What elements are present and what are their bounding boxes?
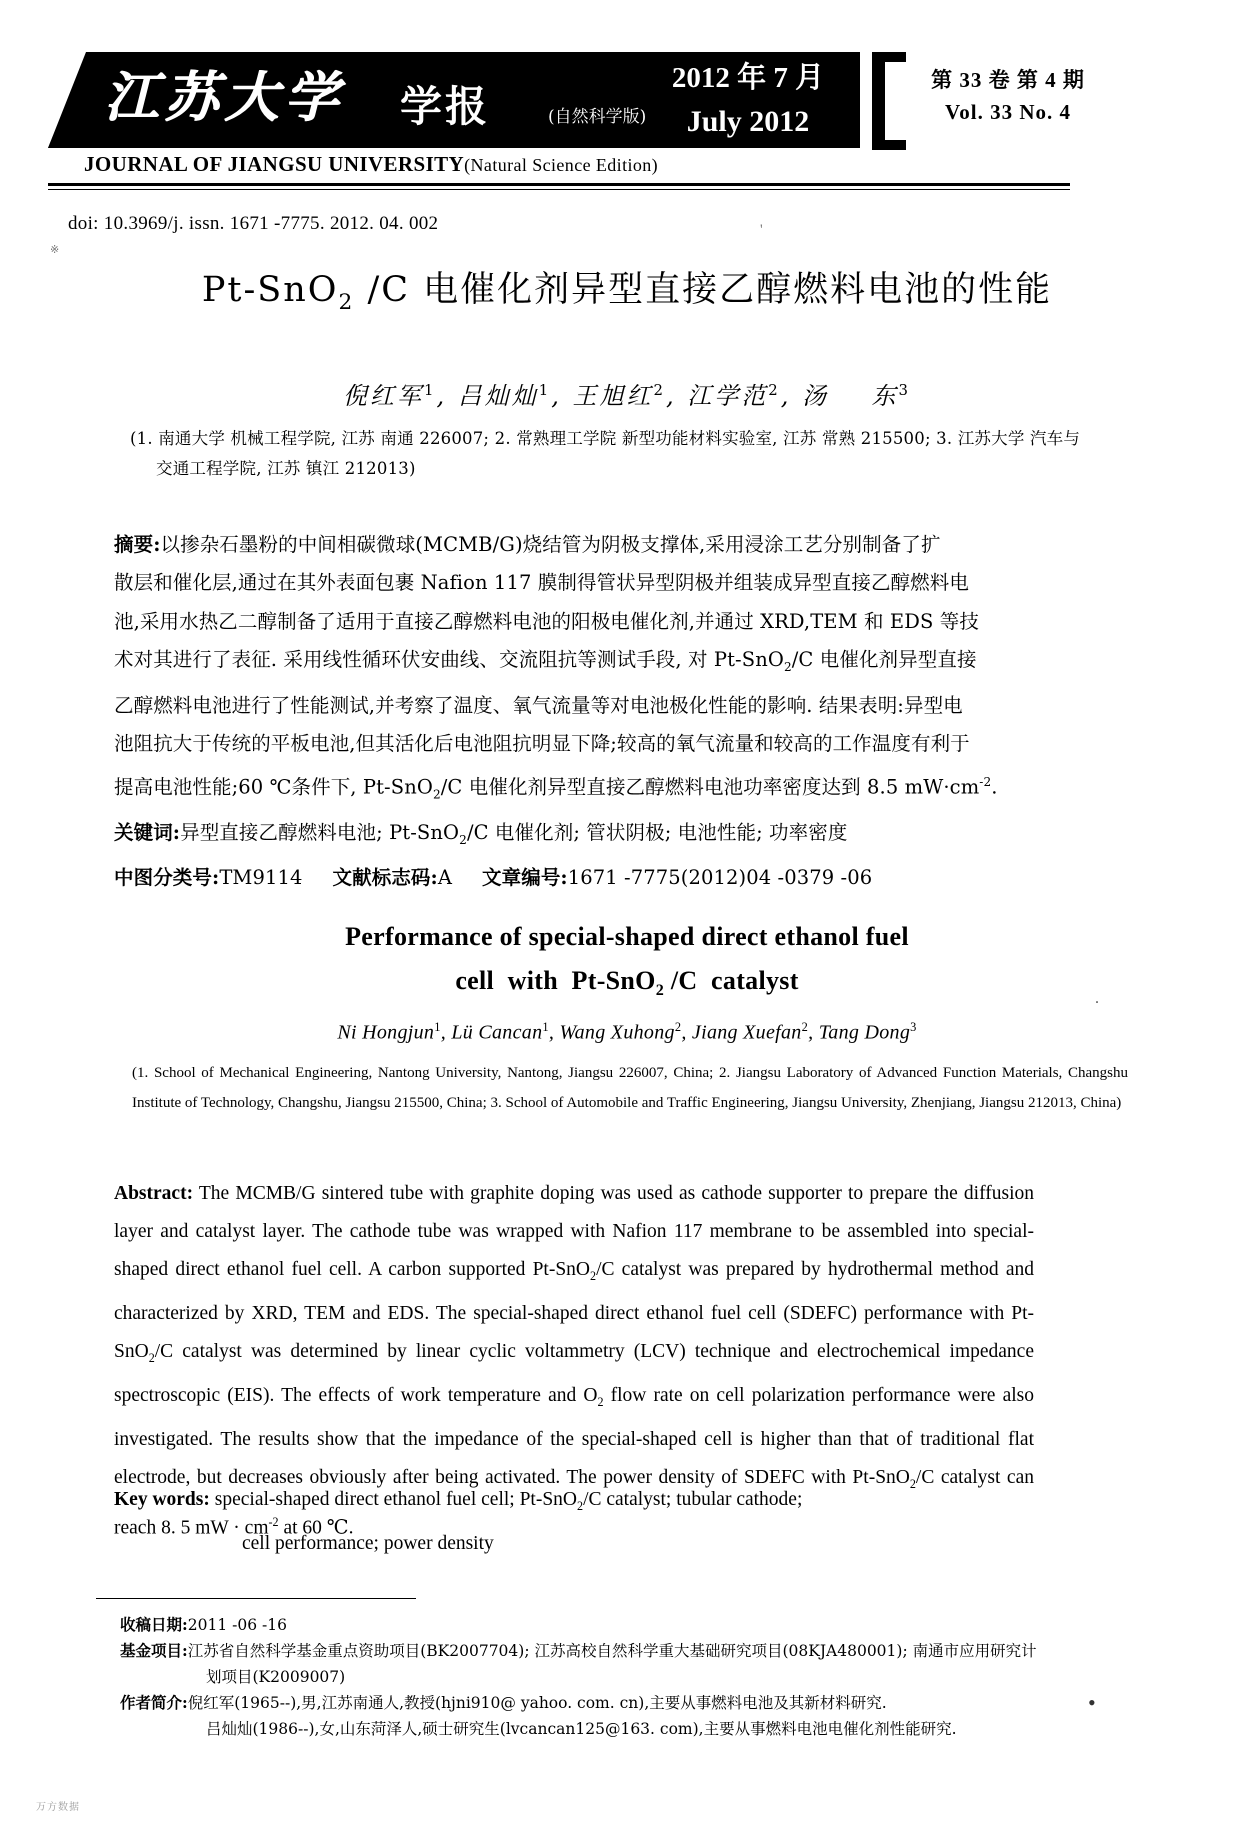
abstract-cn-line-3: 池,采用水热乙二醇制备了适用于直接乙醇燃料电池的阳极电催化剂,并通过 XRD,TEM 和 EDS 等技 (114, 609, 979, 633)
scan-dot-upper: . (1095, 990, 1099, 1007)
affiliation-cn-line-1: (1. 南通大学 机械工程学院, 江苏 南通 226007; 2. 常熟理工学院 新型功能材料实验室, 江苏 常熟 215500; 3. 江苏大学 汽车与 (130, 429, 1081, 448)
volume-issue-cn: 第 33 卷 第 4 期 (931, 68, 1085, 92)
article-number-label: 文章编号: (482, 866, 568, 890)
journal-name-en (84, 152, 658, 177)
keywords-en-line-2: cell performance; power density (242, 1532, 494, 1554)
issue-date (648, 56, 848, 144)
scan-dot-lower: • (1088, 1690, 1096, 1715)
journal-name-cn-suffix: 学报 (400, 82, 491, 131)
scan-artifact-mark: ' (760, 222, 763, 238)
page-title-cn: Pt-SnO$_2$ /C 电催化剂异型直接乙醇燃料电池的性能 (201, 270, 1053, 315)
abstract-cn-line-6: 池阻抗大于传统的平板电池,但其活化后电池阻抗明显下降;较高的氧气流量和较高的工作温度有利于 (114, 731, 970, 755)
keywords-cn-label: 关键词: (114, 821, 181, 845)
abstract-cn-line-1 (114, 526, 1032, 564)
abstract-en: Abstract: The MCMB/G sintered tube with graphite doping was used as cathode supporter to prepare the diffusion layer and catalyst layer. The cathode tube was wrapped with Nafion 117 membrane to be assembled into special-shaped direct ethanol fuel cell. A carbon supported Pt-SnO$_2$/C catalyst was prepared by hydrothermal method and characterized by XRD, TEM and EDS. The special-shaped direct ethanol fuel cell (SDEFC) performance with Pt-SnO$_2$/C catalyst was determined by linear cyclic voltammetry (LCV) technique and electrochemical impedance spectroscopic (EIS). The effects of work temperature and $O_2$ flow rate on cell polarization performance were also investigated. The results show that the impedance of the special-shaped cell is higher than that of traditional flat electrode, but decreases obviously after being activated. The power density of SDEFC with Pt-SnO$_2$/C catalyst can reach 8. 5 mW · $cm^{-2}$ at 60 ℃. (114, 1183, 1035, 1539)
journal-name-cn: 江苏大学 (104, 65, 344, 129)
issue-date-cn: 2012 年 7 月 (671, 62, 825, 94)
abstract-cn-line-4: 术对其进行了表征. 采用线性循环伏安曲线、交流阻抗等测试手段, 对 Pt-SnO$_2$/C 电催化剂异型直接 (114, 648, 977, 675)
authors-cn: 倪红军$^1$, 吕灿灿$^1$, 王旭红$^2$, 江学范$^2$, 汤 东$^3$ (343, 381, 911, 410)
keywords-en: Key words: special-shaped direct ethanol fuel cell; Pt-SnO$_2$/C catalyst; tubular cathode; cell performance; power density (114, 1481, 1034, 1563)
title-en-line-1: Performance of special-shaped direct ethanol fuel (345, 922, 909, 951)
bio-label: 作者简介: (120, 1693, 188, 1712)
keywords-cn: 关键词:异型直接乙醇燃料电池; Pt-SnO$_2$/C 电催化剂; 管状阴极; 电池性能; 功率密度 (114, 821, 848, 848)
doc-code-value: A (437, 866, 453, 890)
volume-issue-en: Vol. 33 No. 4 (945, 100, 1071, 124)
clc-value: TM9114 (219, 866, 303, 890)
abstract-cn-text-1: 以掺杂石墨粉的中间相碳微球(MCMB/G)烧结管为阴极支撑体,采用浸涂工艺分别制备了扩 (160, 533, 941, 556)
abstract-en-label: Abstract: (114, 1183, 194, 1204)
received-label: 收稿日期: (120, 1615, 188, 1634)
keywords-en-label: Key words: (114, 1489, 210, 1510)
journal-edition-en: (Natural Science Edition) (464, 155, 659, 175)
fund-label: 基金项目: (120, 1641, 188, 1660)
footnote-bio-2: 吕灿灿(1986--),女,山东菏泽人,硕士研究生(lvcancan125@163. com),主要从事燃料电池电催化剂性能研究. (206, 1720, 957, 1738)
footnotes (120, 1612, 1040, 1742)
issue-date-en: July 2012 (686, 105, 810, 138)
doi-line: doi: 10.3969/j. issn. 1671 -7775. 2012. 04. 002 (68, 213, 439, 234)
footnote-fund-cont: 划项目(K2009007) (206, 1668, 346, 1686)
journal-edition-cn: (自然科学版) (548, 107, 647, 127)
footnote-rule (96, 1598, 416, 1599)
affiliations-cn (130, 424, 1124, 484)
footnote-received (120, 1612, 1040, 1638)
article-number-value: 1671 -7775(2012)04 -0379 -06 (567, 866, 873, 890)
abstract-cn-label: 摘要: (114, 533, 161, 556)
affiliation-cn-line-2: 交通工程学院, 江苏 镇江 212013) (156, 459, 416, 478)
header-rule-thin (48, 189, 1070, 190)
clc-label: 中图分类号: (114, 866, 220, 890)
authors-en: Ni Hongjun$^1$, Lü Cancan$^1$, Wang Xuhong$^2$, Jiang Xuefan$^2$, Tang Dong$^3$ (337, 1020, 917, 1044)
affiliations-en: (1. School of Mechanical Engineering, Nantong University, Nantong, Jiangsu 226007, China; 2. Jiangsu Laboratory of Advanced Function Materials, Changshu Institute of Technology, Changshu, Jiangsu 215500, China; 3. School of Automobile and Traffic Engineering, Jiangsu University, Zhenjiang, Jiangsu 212013, China) (132, 1065, 1128, 1111)
classification-line (114, 859, 1032, 897)
abstract-cn (114, 526, 1032, 898)
title-en-line-2: cell with Pt-SnO$_2$ /C catalyst (455, 966, 799, 1000)
abstract-cn-line-7: 提高电池性能;60 ℃条件下, Pt-SnO$_2$/C 电催化剂异型直接乙醇燃料电池功率密度达到 8.5 $mW\cdot cm^{-2}$. (114, 775, 998, 802)
doc-code-label: 文献标志码: (332, 866, 438, 890)
journal-title-en-main: JOURNAL OF JIANGSU UNIVERSITY (84, 152, 465, 176)
watermark-label: 万方数据 (36, 1802, 80, 1813)
abstract-cn-line-5: 乙醇燃料电池进行了性能测试,并考察了温度、氧气流量等对电池极化性能的影响. 结果表明:异型电 (114, 693, 963, 717)
footnote-bio (120, 1690, 1040, 1716)
bio-value: 倪红军(1965--),男,江苏南通人,教授(hjni910@ yahoo. com. cn),主要从事燃料电池及其新材料研究. (187, 1694, 887, 1712)
abstract-cn-line-2: 散层和催化层,通过在其外表面包裹 Nafion 117 膜制得管状异型阴极并组装成异型直接乙醇燃料电 (114, 571, 969, 595)
received-value: 2011 -06 -16 (187, 1616, 287, 1634)
page-title-en (0, 915, 1254, 1013)
margin-mark: ※ (50, 244, 60, 256)
fund-value: 江苏省自然科学基金重点资助项目(BK2007704); 江苏高校自然科学重大基础研究项目(08KJA480001); 南通市应用研究计 (187, 1642, 1037, 1660)
masthead (48, 52, 1085, 150)
footnote-fund (120, 1638, 1040, 1664)
header-rule-thick (48, 183, 1070, 186)
volume-bracket (872, 52, 1123, 150)
